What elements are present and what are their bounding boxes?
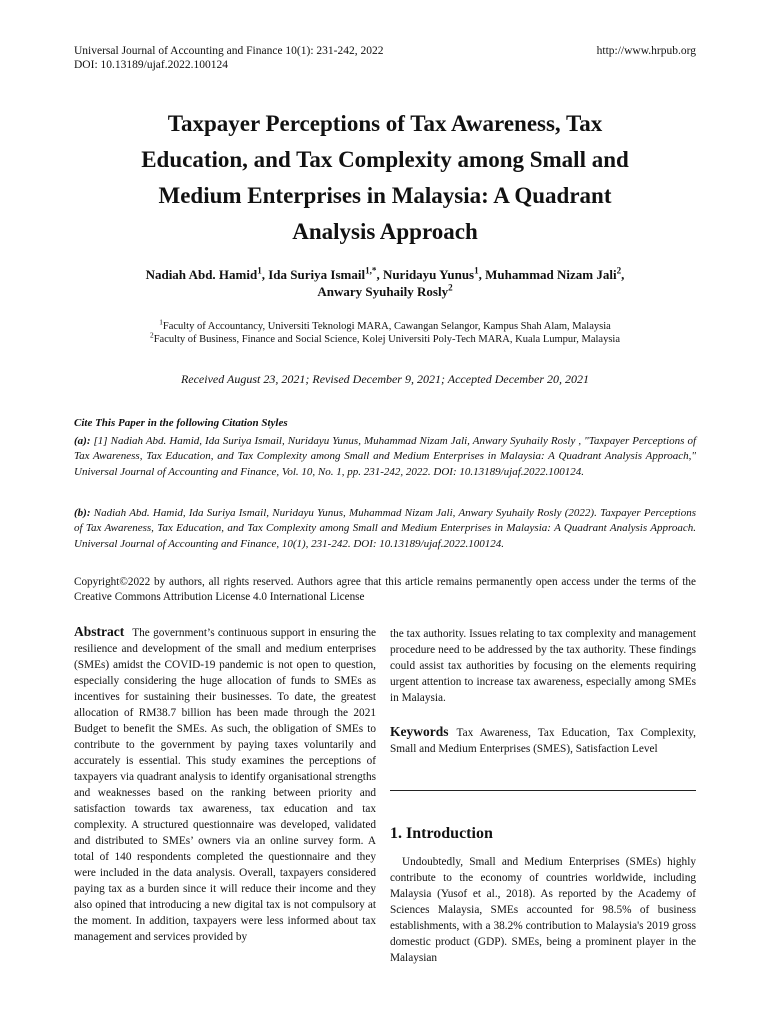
author-name: Muhammad Nizam Jali: [485, 267, 617, 282]
affiliation-1: [74, 317, 696, 333]
title-line: Medium Enterprises in Malaysia: A Quadrant: [158, 183, 612, 208]
abstract-heading: Abstract: [74, 624, 125, 639]
author-line-1: [74, 266, 696, 283]
affiliation-text: Faculty of Accountancy, Universiti Teknologi MARA, Cawangan Selangor, Kampus Shah Alam, Malaysia: [162, 321, 611, 332]
citation-label: (b):: [74, 507, 91, 519]
received-dates: Received August 23, 2021; Revised December 9, 2021; Accepted December 20, 2021: [180, 372, 590, 386]
author-affil-mark: 2: [448, 282, 453, 293]
section-divider: [390, 790, 696, 791]
author-affil-mark: 1: [474, 265, 479, 276]
affiliations: [74, 317, 696, 346]
author-separator: ,: [376, 267, 383, 282]
author-name: Nuridayu Yunus: [382, 267, 475, 282]
copyright-notice: Copyright©2022 by authors, all rights reserved. Authors agree that this article remains permanently open access under the terms of the Creative Commons Attribution License 4.0 International License: [74, 576, 696, 603]
citation-text: [1] Nadiah Abd. Hamid, Ida Suriya Ismail, Nuridayu Yunus, Muhammad Nizam Jali, Anwary Syuhaily Rosly , "Taxpayer Perceptions of Tax Awareness, Tax Education, and Tax Complexity among Small and Medium Enterprises in Malaysia: A Quadrant Analysis Approach," Universal Journal of Accounting and Finance, Vol. 10, No. 1, pp. 231-242, 2022. DOI: 10.13189/ujaf.2022.100124.: [74, 435, 697, 478]
introduction-text: Undoubtedly, Small and Medium Enterprises (SMEs) highly contribute to the economy of countries worldwide, including Malaysia (Yusof et al., 2018). As reported by the Academy of Sciences Malaysia, SMEs accounted for 98.5% of business establishments, with a 38.2% contribution to Malaysia's 2019 gross domestic product (GDP). SMEs, being a prominent player in the Malaysian: [390, 856, 696, 964]
journal-url[interactable]: http://www.hrpub.org: [596, 45, 696, 57]
author-affil-mark: 1,*: [365, 265, 377, 276]
affiliation-mark: 2: [150, 330, 154, 340]
author-separator: ,: [621, 267, 625, 282]
citation-style-b: [74, 506, 696, 552]
affiliation-2: [74, 330, 696, 346]
abstract-text: The government’s continuous support in ensuring the resilience and development of the small and medium enterprises (SMEs) amidst the COVID-19 pandemic is not open to question, especially considering the huge allocation of funds to SMEs as incentives for sustaining their businesses. To date, the greatest allocation of RM38.7 billion has been made through the 2021 Budget to benefit the SMEs. As such, the obligation of SMEs to contribute to the government by paying taxes voluntarily and accurately is essential. This study examines the perceptions of taxpayers via quadrant analysis to identify organisational strengths and weaknesses based on the ranking between priority and satisfaction towards tax awareness, tax education and tax complexity. A structured questionnaire was developed, validated and distributed to SMEs’ owners via an online survey form. A total of 140 respondents completed the questionnaire and they were included in the data analysis. Overall, taxpayers considered paying tax as a burden since it will reduce their income and they also opined that introducing a new digital tax is not compulsory at the moment. In addition, taxpayers were less informed about tax management and services provided by: [74, 627, 376, 943]
paper-page: [74, 0, 696, 1024]
author-list: [74, 266, 696, 300]
introduction-heading: 1. Introduction: [390, 825, 493, 842]
citation-text: Nadiah Abd. Hamid, Ida Suriya Ismail, Nuridayu Yunus, Muhammad Nizam Jali, Anwary Syuhaily Rosly (2022). Taxpayer Perceptions of Tax Awareness, Tax Education, and Tax Complexity among Small and Medium Enterprises in Malaysia: A Quadrant Analysis Approach. Universal Journal of Accounting and Finance, 10(1), 231-242. DOI: 10.13189/ujaf.2022.100124.: [74, 507, 697, 550]
author-separator: ,: [261, 267, 269, 282]
abstract-right-column: the tax authority. Issues relating to tax complexity and management procedure need to be addressed by the tax authority. These findings could assist tax authorities by focusing on the elements requiring urgent attention to increase tax awareness, especially among SMEs in Malaysia.: [390, 628, 696, 704]
title-line: Education, and Tax Complexity among Small and: [141, 147, 629, 172]
title-line: Analysis Approach: [292, 219, 478, 244]
title-line: Taxpayer Perceptions of Tax Awareness, Tax: [167, 111, 603, 136]
keywords-text: Tax Awareness, Tax Education, Tax Complexity, Small and Medium Enterprises (SMES), Satisfaction Level: [390, 727, 696, 755]
author-name: Nadiah Abd. Hamid: [145, 267, 258, 282]
author-separator: ,: [478, 267, 486, 282]
citation-label: (a):: [74, 435, 91, 447]
journal-doi: DOI: 10.13189/ujaf.2022.100124: [74, 59, 228, 71]
author-affil-mark: 1: [257, 265, 262, 276]
author-name: Ida Suriya Ismail: [268, 267, 366, 282]
affiliation-text: Faculty of Business, Finance and Social Science, Kolej Universiti Poly-Tech MARA, Kuala Lumpur, Malaysia: [153, 334, 620, 345]
citation-style-a: [74, 434, 696, 480]
journal-citation: Universal Journal of Accounting and Finance 10(1): 231-242, 2022: [74, 45, 384, 57]
paper-title: [74, 106, 696, 250]
keywords-block: [390, 724, 696, 757]
keywords-heading: Keywords: [390, 724, 449, 739]
abstract-left-column: [74, 624, 376, 945]
journal-header: [74, 44, 383, 72]
author-name: Anwary Syuhaily Rosly: [317, 284, 449, 299]
citation-heading: Cite This Paper in the following Citation Styles: [74, 417, 288, 429]
author-affil-mark: 2: [616, 265, 622, 276]
affiliation-mark: 1: [159, 317, 163, 327]
author-line-2: [74, 283, 696, 300]
